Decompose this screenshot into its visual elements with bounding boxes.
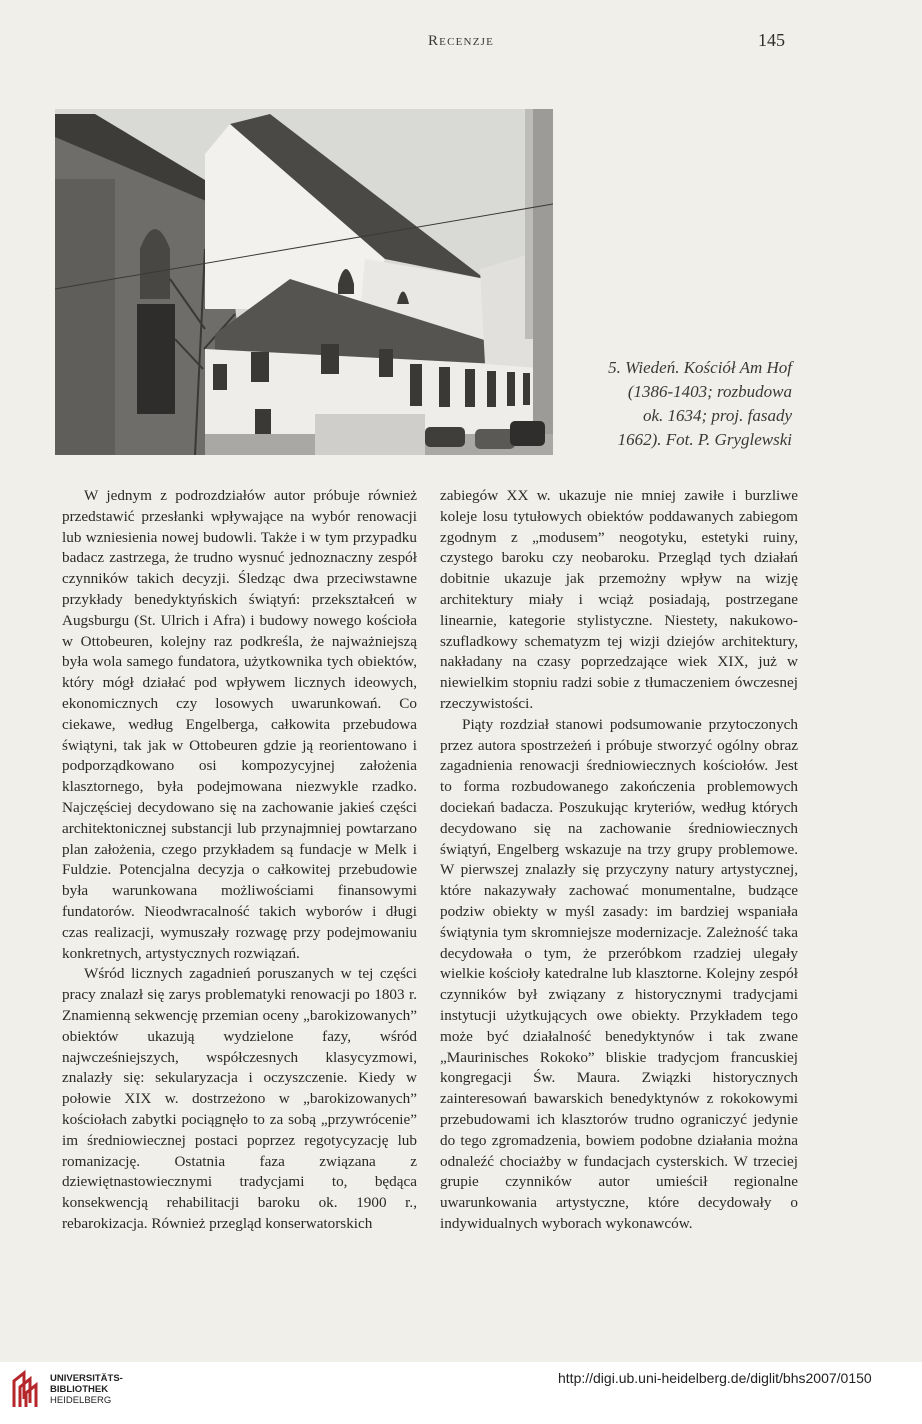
paragraph: W jednym z podrozdziałów autor próbuje również przedstawić przesłanki wpływające na wybór renowacji lub wzniesienia nowej budowli. Także i w tym przypadku badacz zastrzega, że trudno wysnuć jednoznaczny zespół czynników takich decyzji. Śledząc dwa przeciwstawne przykłady benedyktyńskich świątyń: przekształceń w Augsburgu (St. Ulrich i Afra) i budowy nowego kościoła w Ottobeuren, kolejny raz podkreśla, że najważniejszą była wola samego fundatora, użytkownika tych obiektów, który mógł działać pod wpływem licznych ideowych, ekonomicznych czy losowych uwarunkowań. Co ciekawe, według Engelberga, całkowita przebudowa świątyni, tak jak w Ottobeuren gdzie ją reorientowano i podporządkowano osi kompozycyjnej założenia klasztornego, była podejmowana niezwykle rzadko. Najczęściej decydowano się na zachowanie jakieś części architektonicznej substancji lub przynajmniej powtarzano plan założenia, czego przykładem są fundacje w Melk i Fuldzie. Potencjalna decyzja o całkowitej przebudowie była warunkowana możliwościami finansowymi fundatorów. Nieodwracalność takich wyborów i długi czas realizacji, wymuszały rozwagę przy podejmowaniu konkretnych, artystycznych rozwiązań. — [62, 487, 417, 962]
paragraph: zabiegów XX w. ukazuje nie mniej zawiłe i burzliwe koleje losu tytułowych obiektów poddawanych zabiegom zgodnym z „modusem” neogotyku, estetyki ruiny, czystego baroku czy neobaroku. Przegląd tych działań dobitnie ukazuje jak przemożny wpływ na wizję architektury miały i wciąż posiadają, postrzegane linearnie, kategorie stylistyczne. Niestety, nakukowo-szufladkowy schematyzm tej wizji dziejów architektury, nakładany na czasy poprzedzające wiek XIX, już w niewielkim stopniu radzi sobie z tłumaczeniem ówczesnej rzeczywistości. — [440, 487, 798, 712]
figure-caption — [568, 356, 792, 452]
church-photo — [55, 109, 553, 455]
page-number: 145 — [758, 30, 785, 50]
paragraph: Wśród licznych zagadnień poruszanych w tej części pracy znalazł się zarys problematyki renowacji po 1803 r. Znamienną sekwencję przemian oceny „barokizowanych” obiektów ukazują wydzielone fazy, wśród najwcześniejszych, współczesnych klasycyzmowi, znalazły się: sekularyzacja i oczyszczenie. Kiedy w połowie XIX w. dostrzeżono w „barokizowanych” kościołach zabytki pociągnęło to za sobą „przywrócenie” im średniowiecznej postaci poprzez regotycyzację lub romanizację. Ostatnia faza związana z dziewiętnastowiecznymi tradycjami to, będąca konsekwencją rehabilitacji baroku ok. 1900 r., rebarokizacja. Również przegląd konserwatorskich — [62, 965, 417, 1232]
library-logo-icon — [10, 1369, 40, 1409]
caption-line: 5. Wiedeń. Kościół Am Hof — [608, 358, 792, 377]
source-url-link[interactable]: http://digi.ub.uni-heidelberg.de/diglit/bhs2007/0150 — [558, 1370, 872, 1386]
right-column — [440, 486, 798, 1235]
paragraph: Piąty rozdział stanowi podsumowanie przytoczonych przez autora spostrzeżeń i próbuje stworzyć ogólny obraz zagadnienia renowacji średniowiecznych kościołów. Jest to forma rozbudowanego zakończenia problemowych dociekań badacza. Poszukując kryteriów, według których decydowano się na zachowanie średniowiecznych świątyń, Engelberg wskazuje na trzy grupy problemowe. W pierwszej znalazły się przyczyny natury artystycznej, które nakazywały zachować monumentalne, budzące podziw obiekty w myśl zasady: im bardziej wspaniała świątynia tym skromniejsze modernizacje. Zależność taka decydowała o tym, że przeróbkom rzadziej ulegały wielkie kościoły katedralne lub klasztorne. Kolejny zespół czynników był związany z historycznymi tradycjami instytucji użytkujących owe obiekty. Przykładem tego może być działalność benedyktynów i tak zwane „Maurinisches Rokoko” bliskie tradycjom francuskiej kongregacji Św. Maura. Związki historycznych zainteresowań bawarskich benedyktynów z rokokowymi przebudowami ich klasztorów trudno ograniczyć jedynie do tego zgromadzenia, bowiem podobne działania można odnaleźć chociażby w fundacjach cysterskich. W trzeciej grupie czynników autor umieścił regionalne uwarunkowania artystyczne, które decydowały o indywidualnych wyborach wykonawców. — [440, 715, 798, 1232]
caption-line: 1662). Fot. P. Gryglewski — [617, 430, 792, 449]
section-title: Recenzje — [427, 33, 495, 49]
caption-line: (1386-1403; rozbudowa — [627, 382, 792, 401]
caption-line: ok. 1634; proj. fasady — [642, 406, 792, 425]
library-logo-text: UNIVERSITÄTS- BIBLIOTHEK HEIDELBERG — [50, 1373, 123, 1406]
left-column — [62, 486, 417, 1235]
